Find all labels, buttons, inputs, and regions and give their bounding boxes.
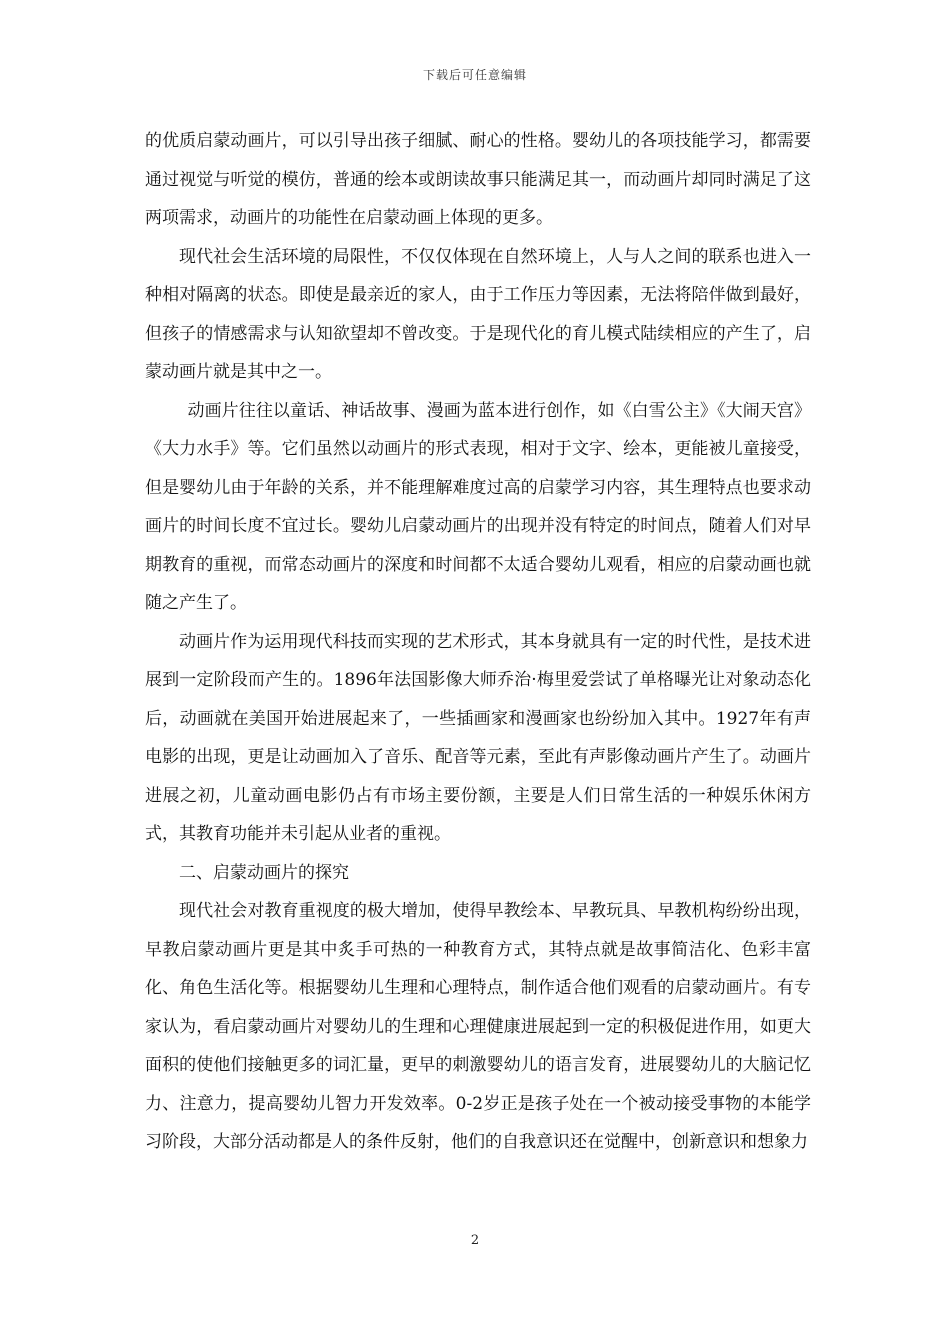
page-header: 下载后可任意编辑 xyxy=(422,68,527,82)
section-heading: 二、启蒙动画片的探究 xyxy=(179,862,349,883)
page-number: 2 xyxy=(470,1233,480,1248)
paragraph: 动画片作为运用现代科技而实现的艺术形式，其本身就具有一定的时代性，是技术进展到一定阶段而产生的。1896年法国影像大师乔治·梅里爱尝试了单格曝光让对象动态化后，动画就在美国开始进展起来了，一些插画家和漫画家也纷纷加入其中。1927年有声电影的出现，更是让动画加入了音乐、配音等元素，至此有声影像动画片产生了。动画片进展之初，儿童动画电影仍占有市场主要份额，主要是人们日常生活的一种娱乐休闲方式，其教育功能并未引起从业者的重视。 xyxy=(145,631,811,844)
paragraph: 现代社会生活环境的局限性，不仅仅体现在自然环境上，人与人之间的联系也进入一种相对隔离的状态。即使是最亲近的家人，由于工作压力等因素，无法将陪伴做到最好，但孩子的情感需求与认知欲望却不曾改变。于是现代化的育儿模式陆续相应的产生了，启蒙动画片就是其中之一。 xyxy=(145,246,811,382)
paragraph: 动画片往往以童话、神话故事、漫画为蓝本进行创作，如《白雪公主》《大闹天宫》《大力水手》等。它们虽然以动画片的形式表现，相对于文字、绘本，更能被儿童接受，但是婴幼儿由于年龄的关系，并不能理解难度过高的启蒙学习内容，其生理特点也要求动画片的时间长度不宜过长。婴幼儿启蒙动画片的出现并没有特定的时间点，随着人们对早期教育的重视，而常态动画片的深度和时间都不太适合婴幼儿观看，相应的启蒙动画也就随之产生了。 xyxy=(145,400,811,613)
paragraph: 现代社会对教育重视度的极大增加，使得早教绘本、早教玩具、早教机构纷纷出现，早教启蒙动画片更是其中炙手可热的一种教育方式，其特点就是故事简洁化、色彩丰富化、角色生活化等。根据婴幼儿生理和心理特点，制作适合他们观看的启蒙动画片。有专家认为，看启蒙动画片对婴幼儿的生理和心理健康进展起到一定的积极促进作用，如更大面积的使他们接触更多的词汇量，更早的刺激婴幼儿的语言发育，进展婴幼儿的大脑记忆力、注意力，提高婴幼儿智力开发效率。0-2岁正是孩子处在一个被动接受事物的本能学习阶段，大部分活动都是人的条件反射，他们的自我意识还在觉醒中，创新意识和想象力 xyxy=(145,901,811,1152)
document-body xyxy=(145,122,811,1162)
paragraph-continued: 的优质启蒙动画片，可以引导出孩子细腻、耐心的性格。婴幼儿的各项技能学习，都需要通过视觉与听觉的模仿，普通的绘本或朗读故事只能满足其一，而动画片却同时满足了这两项需求，动画片的功能性在启蒙动画上体现的更多。 xyxy=(145,131,811,228)
